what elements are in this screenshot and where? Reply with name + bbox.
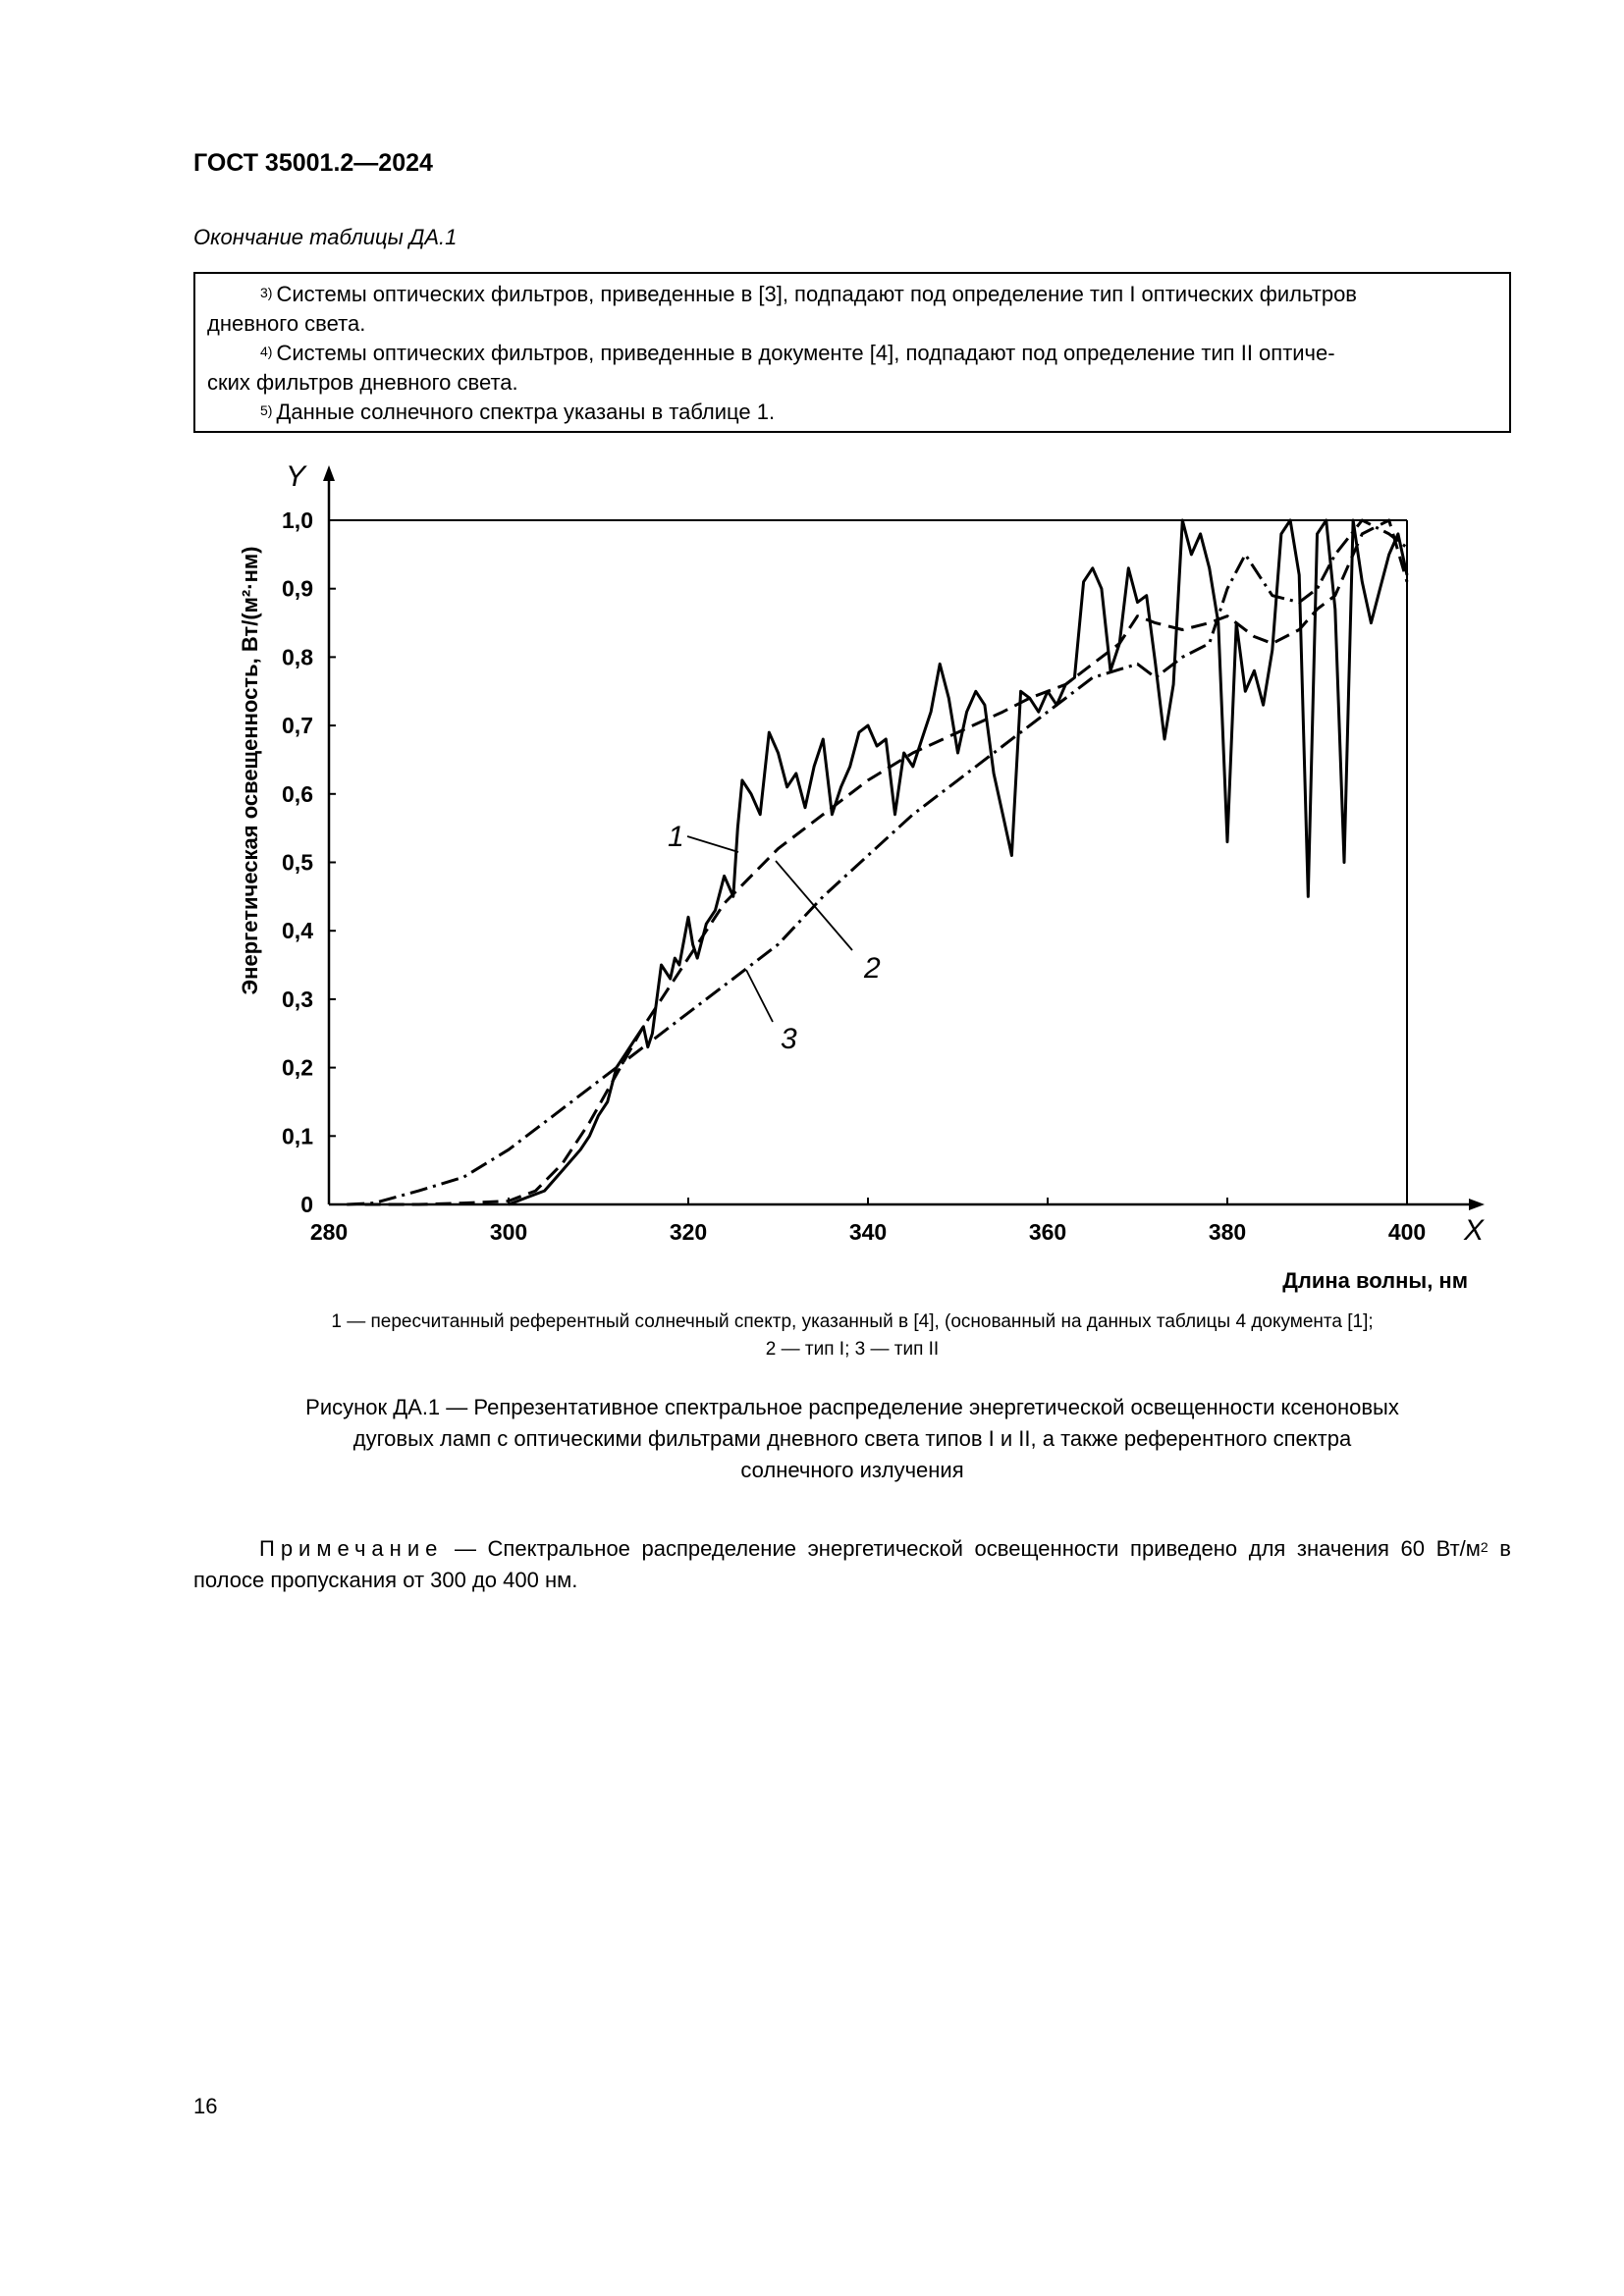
note-superscript: 2 [1480, 1539, 1489, 1555]
legend-line-1: 1 — пересчитанный референтный солнечный спектр, указанный в [4], (основанный на данных таблицы 4 документа [1]; [331, 1311, 1374, 1332]
footnote-text: Данные солнечного спектра указаны в таблице 1. [276, 400, 776, 424]
curve-label-2: 2 [864, 952, 881, 985]
figure-title [193, 1392, 1511, 1486]
footnote-text: Системы оптических фильтров, приведенные в [3], подпадают под определение тип I оптических фильтров [276, 282, 1357, 306]
y-tick-label: 0,9 [282, 575, 313, 602]
x-axis-arrow [1469, 1199, 1485, 1210]
x-tick-label: 360 [1028, 1219, 1067, 1245]
chart-labels [238, 460, 1485, 1293]
y-tick-label: 0,3 [282, 986, 313, 1012]
series-line-3 [347, 520, 1407, 1204]
footnote-mark: 5) [260, 402, 273, 418]
note-paragraph [193, 1533, 1511, 1596]
series-line-1 [509, 520, 1407, 1204]
y-tick-label: 0,6 [282, 780, 313, 807]
x-axis-title: Длина волны, нм [1282, 1268, 1468, 1293]
y-axis-arrow [323, 465, 335, 481]
legend-line-2: 2 — тип I; 3 — тип II [765, 1339, 940, 1360]
footnote-mark: 4) [260, 344, 273, 359]
x-tick-label: 380 [1208, 1219, 1247, 1245]
footnote-4-cont: ских фильтров дневного света. [207, 370, 518, 395]
page-number: 16 [193, 2094, 218, 2118]
note-label: Примечание [259, 1536, 444, 1561]
y-axis-letter: Y [285, 460, 305, 493]
series-line-2 [365, 520, 1407, 1204]
y-tick-label: 0,5 [282, 849, 313, 876]
callout-leader-1 [687, 836, 738, 852]
curve-label-1: 1 [668, 821, 684, 853]
x-axis-letter: X [1464, 1214, 1485, 1247]
document-header: ГОСТ 35001.2—2024 [193, 149, 433, 177]
x-tick-label: 320 [669, 1219, 708, 1245]
table-caption: Окончание таблицы ДА.1 [193, 225, 458, 249]
x-tick-label: 280 [309, 1219, 349, 1245]
figure-title-line: солнечного излучения [740, 1458, 964, 1482]
x-tick-label: 400 [1387, 1219, 1427, 1245]
note-text: — Спектральное распределение энергетической освещенности приведено для значения 60 Вт/м [443, 1536, 1481, 1561]
footnote-mark: 3) [260, 285, 273, 300]
y-tick-label: 1,0 [282, 507, 313, 533]
chart-ticks [282, 507, 1426, 1245]
footnote-text: Системы оптических фильтров, приведенные в документе [4], подпадают под определение тип II оптиче- [276, 341, 1335, 365]
figure-title-line: дуговых ламп с оптическими фильтрами дневного света типов I и II, а также референтного спектра [352, 1426, 1352, 1451]
footnote-3-cont: дневного света. [207, 311, 366, 336]
y-tick-label: 0,8 [282, 644, 313, 670]
figure-title-line: Рисунок ДА.1 — Репрезентативное спектральное распределение энергетической освещенности ксеноновых [305, 1395, 1399, 1419]
y-tick-label: 0 [300, 1192, 313, 1217]
y-tick-label: 0,1 [282, 1123, 313, 1149]
y-tick-label: 0,4 [282, 918, 313, 944]
y-tick-label: 0,2 [282, 1054, 313, 1081]
chart-series [347, 520, 1407, 1204]
x-tick-label: 300 [489, 1219, 528, 1245]
figure-legend [193, 1308, 1511, 1363]
callout-leader-3 [746, 970, 773, 1022]
curve-label-3: 3 [781, 1023, 797, 1055]
y-axis-title: Энергетическая освещенность, Вт/(м²·нм) [238, 546, 262, 995]
y-tick-label: 0,7 [282, 713, 313, 739]
x-tick-label: 340 [848, 1219, 888, 1245]
note-text-end: в полосе пропускания от 300 до 400 нм. [193, 1536, 1511, 1592]
